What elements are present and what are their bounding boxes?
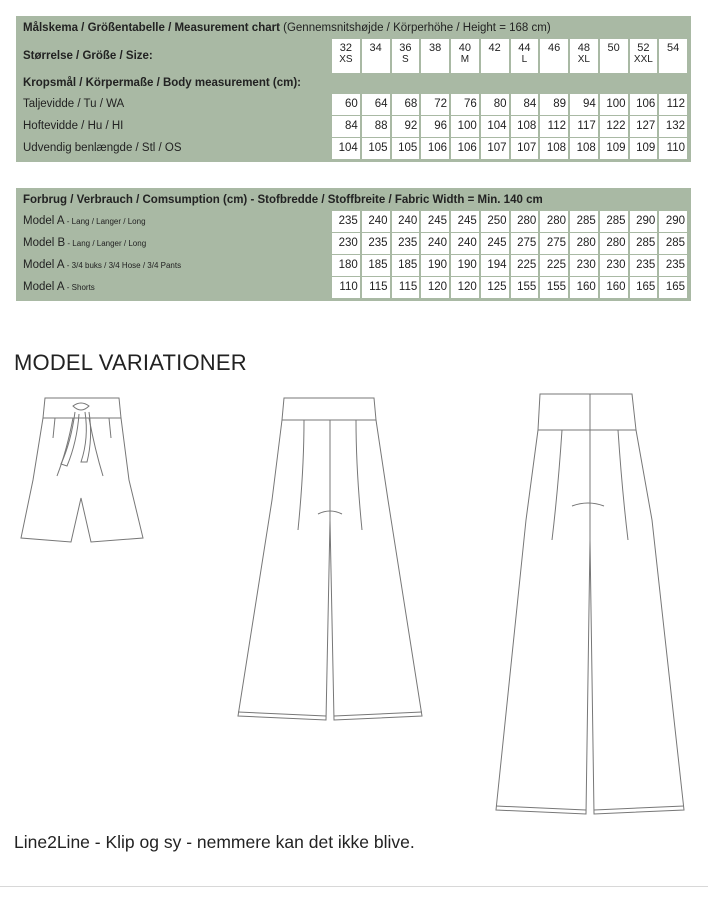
model-variant: - 3/4 buks / 3/4 Hose / 3/4 Pants <box>64 261 182 270</box>
consumption-chart <box>16 188 691 301</box>
footer-tagline: Line2Line - Klip og sy - nemmere kan det ikke blive. <box>14 832 415 852</box>
row-label: Udvendig benlængde / Stl / OS <box>23 142 182 154</box>
value-cell: 125 <box>481 277 509 298</box>
value-cell: 155 <box>511 277 539 298</box>
value-cell: 230 <box>570 255 598 276</box>
value-cell: 112 <box>659 94 687 115</box>
value-cell: 106 <box>421 138 449 159</box>
value-cell: 240 <box>362 211 390 232</box>
value-cell: 105 <box>362 138 390 159</box>
model-variant: - Shorts <box>64 283 95 292</box>
value-cell: 290 <box>659 211 687 232</box>
value-cell: 235 <box>392 233 420 254</box>
value-cell: 68 <box>392 94 420 115</box>
value-cell: 185 <box>392 255 420 276</box>
size-number: 52 <box>637 42 650 54</box>
value-cell: 185 <box>362 255 390 276</box>
value-cell: 115 <box>392 277 420 298</box>
measurement-table <box>18 18 689 160</box>
wide-pants-front-sketch <box>234 390 426 725</box>
value-cell: 108 <box>570 138 598 159</box>
value-cell: 106 <box>630 94 658 115</box>
value-cell: 76 <box>451 94 479 115</box>
size-cell <box>511 39 539 73</box>
value-cell: 60 <box>332 94 360 115</box>
value-cell: 160 <box>570 277 598 298</box>
value-cell: 132 <box>659 116 687 137</box>
size-cell <box>392 39 420 73</box>
value-cell: 240 <box>451 233 479 254</box>
table-row <box>20 94 687 115</box>
model-variations-heading: MODEL VARIATIONER <box>14 350 247 375</box>
table-row <box>20 116 687 137</box>
shorts-sketch <box>15 390 147 550</box>
size-cell <box>332 39 360 73</box>
size-number: 44 <box>518 42 531 54</box>
size-cell <box>421 39 449 73</box>
table-row <box>20 255 687 276</box>
value-cell: 235 <box>362 233 390 254</box>
model-name: Model A <box>23 259 65 271</box>
size-letter: XS <box>339 54 353 65</box>
table-row <box>20 138 687 159</box>
value-cell: 64 <box>362 94 390 115</box>
model-variant: - Lang / Langer / Long <box>64 217 146 226</box>
value-cell: 245 <box>481 233 509 254</box>
row-label <box>20 255 330 276</box>
value-cell: 285 <box>600 211 628 232</box>
value-cell: 235 <box>630 255 658 276</box>
value-cell: 107 <box>511 138 539 159</box>
value-cell: 106 <box>451 138 479 159</box>
body-measurement-heading: Kropsmål / Körpermaße / Body measurement (cm): <box>23 77 301 89</box>
row-label <box>20 211 330 232</box>
value-cell: 120 <box>451 277 479 298</box>
value-cell: 165 <box>659 277 687 298</box>
value-cell: 92 <box>392 116 420 137</box>
value-cell: 240 <box>421 233 449 254</box>
value-cell: 94 <box>570 94 598 115</box>
size-cell <box>540 39 568 73</box>
value-cell: 280 <box>540 211 568 232</box>
size-letter: L <box>521 54 528 65</box>
chart-title-row <box>20 191 687 210</box>
value-cell: 245 <box>421 211 449 232</box>
row-label: Hoftevidde / Hu / HI <box>23 120 124 132</box>
row-label <box>20 277 330 298</box>
model-name: Model A <box>23 215 65 227</box>
size-number: 42 <box>488 42 501 54</box>
value-cell: 280 <box>570 233 598 254</box>
model-name: Model A <box>23 281 65 293</box>
value-cell: 100 <box>600 94 628 115</box>
model-variant: - Lang / Langer / Long <box>65 239 147 248</box>
value-cell: 190 <box>451 255 479 276</box>
size-number: 46 <box>548 42 561 54</box>
size-number: 38 <box>429 42 442 54</box>
consumption-title: Forbrug / Verbrauch / Comsumption (cm) - Stofbredde / Stoffbreite / Fabric Width = Min. 140 cm <box>23 194 543 206</box>
value-cell: 127 <box>630 116 658 137</box>
value-cell: 230 <box>332 233 360 254</box>
value-cell: 117 <box>570 116 598 137</box>
row-label <box>20 233 330 254</box>
value-cell: 280 <box>511 211 539 232</box>
wide-pants-side-sketch <box>492 390 688 818</box>
value-cell: 275 <box>511 233 539 254</box>
value-cell: 108 <box>511 116 539 137</box>
bottom-divider <box>0 886 708 887</box>
value-cell: 120 <box>421 277 449 298</box>
value-cell: 190 <box>421 255 449 276</box>
size-cell <box>570 39 598 73</box>
consumption-table <box>18 190 689 299</box>
chart-title <box>20 19 687 38</box>
value-cell: 109 <box>600 138 628 159</box>
value-cell: 96 <box>421 116 449 137</box>
size-cell <box>451 39 479 73</box>
value-cell: 160 <box>600 277 628 298</box>
value-cell: 104 <box>481 116 509 137</box>
value-cell: 165 <box>630 277 658 298</box>
table-row <box>20 233 687 254</box>
size-number: 36 <box>399 42 412 54</box>
table-row <box>20 277 687 298</box>
size-cell <box>481 39 509 73</box>
value-cell: 250 <box>481 211 509 232</box>
value-cell: 235 <box>659 255 687 276</box>
value-cell: 107 <box>481 138 509 159</box>
value-cell: 285 <box>659 233 687 254</box>
value-cell: 290 <box>630 211 658 232</box>
value-cell: 105 <box>392 138 420 159</box>
value-cell: 225 <box>540 255 568 276</box>
value-cell: 115 <box>362 277 390 298</box>
value-cell: 84 <box>332 116 360 137</box>
value-cell: 104 <box>332 138 360 159</box>
size-number: 50 <box>607 42 620 54</box>
value-cell: 84 <box>511 94 539 115</box>
value-cell: 194 <box>481 255 509 276</box>
value-cell: 280 <box>600 233 628 254</box>
size-number: 32 <box>339 42 352 54</box>
row-label: Taljevidde / Tu / WA <box>23 98 125 110</box>
value-cell: 180 <box>332 255 360 276</box>
size-cell <box>600 39 628 73</box>
size-cell <box>630 39 658 73</box>
value-cell: 245 <box>451 211 479 232</box>
value-cell: 109 <box>630 138 658 159</box>
value-cell: 122 <box>600 116 628 137</box>
value-cell: 89 <box>540 94 568 115</box>
value-cell: 275 <box>540 233 568 254</box>
body-heading-row <box>20 74 687 93</box>
chart-title-note: (Gennemsnitshøjde / Körperhöhe / Height = 168 cm) <box>283 22 551 34</box>
size-number: 40 <box>458 42 471 54</box>
size-letter: S <box>402 54 409 65</box>
value-cell: 80 <box>481 94 509 115</box>
value-cell: 155 <box>540 277 568 298</box>
size-letter: XXL <box>633 54 653 65</box>
size-letter: XL <box>577 54 590 65</box>
table-row <box>20 211 687 232</box>
value-cell: 235 <box>332 211 360 232</box>
measurement-chart <box>16 16 691 162</box>
model-name: Model B <box>23 237 66 249</box>
size-number: 34 <box>369 42 382 54</box>
size-cell <box>362 39 390 73</box>
value-cell: 88 <box>362 116 390 137</box>
value-cell: 108 <box>540 138 568 159</box>
value-cell: 285 <box>630 233 658 254</box>
size-row <box>20 39 687 73</box>
value-cell: 72 <box>421 94 449 115</box>
size-number: 54 <box>667 42 680 54</box>
value-cell: 240 <box>392 211 420 232</box>
size-letter: M <box>460 54 470 65</box>
value-cell: 285 <box>570 211 598 232</box>
chart-title-row <box>20 19 687 38</box>
size-number: 48 <box>577 42 590 54</box>
value-cell: 230 <box>600 255 628 276</box>
value-cell: 110 <box>659 138 687 159</box>
size-cell <box>659 39 687 73</box>
chart-title-text: Målskema / Größentabelle / Measurement chart <box>23 22 280 34</box>
value-cell: 112 <box>540 116 568 137</box>
value-cell: 100 <box>451 116 479 137</box>
value-cell: 110 <box>332 277 360 298</box>
value-cell: 225 <box>511 255 539 276</box>
size-label: Størrelse / Größe / Size: <box>23 49 153 62</box>
